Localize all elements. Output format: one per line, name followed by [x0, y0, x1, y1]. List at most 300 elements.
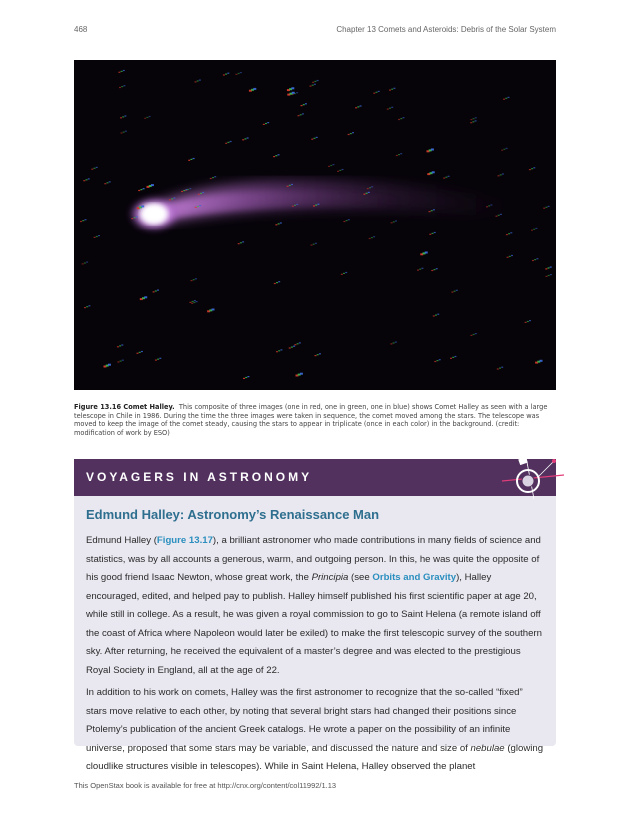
star-streak	[395, 220, 397, 221]
star-streak	[536, 258, 538, 259]
star-streak	[345, 272, 347, 273]
star-streak	[533, 167, 535, 168]
star-streak	[189, 188, 191, 189]
star-streak	[198, 194, 200, 195]
star-streak	[434, 232, 436, 233]
star-streak	[194, 300, 196, 301]
star-streak	[371, 186, 373, 187]
star-streak	[136, 216, 138, 217]
star-streak	[507, 257, 509, 258]
star-streak	[548, 275, 550, 276]
star-streak	[313, 244, 315, 245]
star-streak	[200, 193, 202, 194]
star-streak	[367, 188, 369, 189]
star-streak	[315, 243, 317, 244]
star-streak	[543, 208, 545, 209]
figure-label: Figure 13.16 Comet Halley.	[74, 403, 175, 411]
star-streak	[195, 207, 197, 208]
figure-caption	[74, 403, 556, 437]
star-streak	[508, 233, 510, 234]
star-streak	[96, 236, 98, 237]
star-streak	[144, 296, 147, 298]
text-run: ), a brilliant astronomer who made contributions in many fields of science and statistics, was by all accounts a generous, warm, and outgoing person. In this, he was quite the opposite of his good friend Isaac Newton, whose great work, the	[86, 535, 541, 583]
star-streak	[391, 107, 393, 108]
star-streak	[192, 301, 194, 302]
star-streak	[280, 222, 282, 223]
star-streak	[300, 373, 303, 375]
star-streak	[94, 237, 96, 238]
star-streak	[436, 268, 438, 269]
star-streak	[124, 115, 126, 116]
star-streak	[193, 279, 195, 280]
star-streak	[149, 116, 151, 117]
feature-box-header-label: VOYAGERS IN ASTRONOMY	[86, 470, 313, 484]
star-streak	[373, 236, 375, 237]
star-streak	[454, 356, 456, 357]
star-streak	[403, 117, 405, 118]
star-streak	[503, 99, 505, 100]
star-streak	[80, 221, 82, 222]
star-streak	[247, 137, 249, 138]
star-streak	[267, 122, 269, 123]
text-run: In addition to his work on comets, Halley was the first astronomer to recognize that the so-called “fixed” stars move relative to each other, by noting that several bright stars had changed their positions since Ptolemy’s publication of the ancient Greek catalogs. He wrote a paper on the possibility of an infinite universe, proposed that some stars may be variable, and discussed the nature and size of	[86, 687, 523, 754]
star-streak	[506, 148, 508, 149]
star-streak	[227, 73, 229, 74]
star-streak	[139, 352, 141, 353]
star-streak	[98, 235, 100, 236]
star-streak	[421, 268, 423, 269]
star-streak	[292, 206, 294, 207]
star-streak	[202, 192, 204, 193]
star-streak	[197, 206, 199, 207]
page-number: 468	[74, 25, 88, 34]
star-streak	[475, 120, 477, 121]
star-streak	[348, 219, 350, 220]
star-streak	[302, 113, 304, 114]
star-streak	[546, 276, 548, 277]
star-streak	[525, 322, 527, 323]
star-streak	[505, 98, 507, 99]
star-streak	[159, 358, 161, 359]
star-streak	[146, 117, 148, 118]
star-streak	[195, 81, 197, 82]
star-streak	[88, 305, 90, 306]
star-streak	[199, 205, 201, 206]
star-streak	[305, 103, 307, 104]
star-streak	[122, 116, 124, 117]
star-streak	[545, 207, 547, 208]
star-streak	[450, 358, 452, 359]
star-streak	[531, 230, 533, 231]
star-streak	[119, 87, 121, 88]
star-streak	[138, 190, 140, 191]
star-streak	[328, 166, 330, 167]
star-streak	[393, 88, 395, 89]
star-streak	[244, 138, 246, 139]
star-streak	[510, 232, 512, 233]
star-streak	[448, 176, 450, 177]
star-streak	[242, 241, 244, 242]
star-streak	[357, 106, 359, 107]
star-streak	[433, 315, 435, 316]
star-streak	[121, 86, 123, 87]
star-streak	[297, 343, 299, 344]
star-streak	[548, 206, 550, 207]
paragraph-1	[86, 532, 544, 680]
star-streak	[434, 269, 436, 270]
star-streak	[389, 108, 391, 109]
star-streak	[501, 150, 503, 151]
star-streak	[503, 149, 505, 150]
star-streak	[292, 92, 295, 94]
star-streak	[473, 334, 475, 335]
star-streak	[317, 354, 319, 355]
star-streak	[109, 181, 111, 182]
star-streak	[278, 281, 280, 282]
star-streak	[378, 91, 380, 92]
star-streak	[366, 193, 368, 194]
star-streak	[532, 260, 534, 261]
star-streak	[151, 184, 154, 186]
star-streak	[319, 353, 321, 354]
star-streak	[196, 301, 198, 302]
text-run: ), Halley encouraged, edited, and helped pay to publish. Halley himself published his first scientific paper at age 20, while still in college. As a result, he was given a royal commission to go to Saint Helena (a remote island off the coast of Africa where Napoleon would later be exiled) to make the first telescopic survey of the southern sky. After returning, he received the equivalent of a master’s degree and was elected to the prestigious Royal Society in England, all at the age of 22.	[86, 572, 542, 676]
star-streak	[314, 81, 316, 82]
star-streak	[369, 238, 371, 239]
star-streak	[496, 216, 498, 217]
star-streak	[289, 347, 291, 348]
star-streak	[540, 360, 543, 362]
star-streak	[263, 124, 265, 125]
star-streak	[230, 141, 232, 142]
star-streak	[391, 89, 393, 90]
star-streak	[225, 74, 227, 75]
star-streak	[173, 197, 175, 198]
star-streak	[314, 138, 316, 139]
star-streak	[431, 270, 433, 271]
star-streak	[498, 215, 500, 216]
star-streak	[387, 109, 389, 110]
star-streak	[506, 234, 508, 235]
star-streak	[312, 82, 314, 83]
star-streak	[191, 280, 193, 281]
star-streak	[275, 224, 277, 225]
star-streak	[193, 302, 195, 303]
star-streak	[82, 263, 84, 264]
feature-box-header	[74, 459, 556, 496]
star-streak	[278, 154, 280, 155]
star-streak	[443, 178, 445, 179]
star-streak	[499, 368, 501, 369]
star-streak	[193, 158, 195, 159]
star-streak	[396, 155, 398, 156]
star-streak	[190, 159, 192, 160]
star-streak	[238, 73, 240, 74]
star-streak	[393, 221, 395, 222]
star-streak	[86, 306, 88, 307]
star-streak	[432, 233, 434, 234]
star-streak	[265, 123, 267, 124]
star-streak	[143, 188, 145, 189]
star-streak	[475, 333, 477, 334]
star-streak	[107, 182, 109, 183]
star-streak	[141, 351, 143, 352]
star-streak	[280, 349, 282, 350]
figure-caption-text: This composite of three images (one in red, one in green, one in blue) shows Comet Halley as seen with a large telescope in Chile in 1986. During the time the three images were taken in sequence, the comet moved among the stars. The telescope was moved to keep the image of the comet steady, causing the stars to appear in triplicate (once in each color) in the background. (credit: modification of work by ESO)	[74, 403, 548, 437]
star-streak	[350, 133, 352, 134]
principia-italic: Principia	[311, 572, 349, 583]
star-streak	[235, 74, 237, 75]
star-streak	[82, 220, 84, 221]
star-streak	[108, 364, 111, 366]
star-streak	[316, 137, 318, 138]
star-streak	[86, 179, 88, 180]
star-streak	[391, 222, 393, 223]
star-streak	[398, 154, 400, 155]
star-streak	[341, 274, 343, 275]
star-streak	[287, 186, 289, 187]
star-streak	[121, 71, 123, 72]
star-streak	[120, 117, 122, 118]
star-streak	[454, 291, 456, 292]
star-streak	[273, 156, 275, 157]
star-streak	[310, 86, 312, 87]
star-streak	[342, 169, 344, 170]
star-streak	[195, 278, 197, 279]
star-streak	[227, 142, 229, 143]
star-streak	[225, 143, 227, 144]
star-streak	[311, 139, 313, 140]
feature-box-title: Edmund Halley: Astronomy’s Renaissance Man	[86, 507, 380, 522]
star-streak	[437, 360, 439, 361]
star-streak	[533, 229, 535, 230]
star-streak	[509, 256, 511, 257]
star-streak	[86, 262, 88, 263]
figure-13-17-link[interactable]: Figure 13.17	[156, 535, 213, 546]
comet-halley-photo	[74, 60, 556, 390]
star-streak	[153, 291, 155, 292]
star-streak	[197, 80, 199, 81]
paragraph-2	[86, 684, 544, 777]
star-streak	[301, 105, 303, 106]
star-streak	[451, 292, 453, 293]
star-streak	[395, 342, 397, 343]
star-streak	[535, 228, 537, 229]
star-streak	[332, 164, 334, 165]
voyager-spacecraft-icon	[498, 451, 568, 503]
star-streak	[289, 185, 291, 186]
star-streak	[117, 346, 119, 347]
star-streak	[312, 85, 314, 86]
star-streak	[245, 377, 247, 378]
star-streak	[511, 255, 513, 256]
star-streak	[475, 117, 477, 118]
star-streak	[502, 173, 504, 174]
star-streak	[545, 268, 547, 269]
star-streak	[498, 175, 500, 176]
star-streak	[470, 119, 472, 120]
star-streak	[276, 351, 278, 352]
star-streak	[500, 174, 502, 175]
star-streak	[123, 85, 125, 86]
star-streak	[169, 199, 171, 200]
star-streak	[439, 359, 441, 360]
star-streak	[275, 155, 277, 156]
star-streak	[317, 204, 319, 205]
star-streak	[84, 307, 86, 308]
star-streak	[500, 214, 502, 215]
star-streak	[550, 267, 552, 268]
star-streak	[134, 217, 136, 218]
star-streak	[346, 220, 348, 221]
star-streak	[141, 205, 144, 207]
star-streak	[534, 259, 536, 260]
star-streak	[91, 169, 93, 170]
star-streak	[343, 221, 345, 222]
star-streak	[253, 88, 256, 90]
star-streak	[121, 344, 123, 345]
star-streak	[137, 353, 139, 354]
feature-box-body	[86, 532, 544, 781]
text-run: Edmund Halley (	[86, 535, 157, 546]
star-streak	[212, 177, 214, 178]
star-streak	[278, 350, 280, 351]
star-streak	[122, 360, 124, 361]
star-streak	[185, 190, 187, 191]
text-run: (glowing cloudlike structures visible in telescopes). While in Saint Helena, Halley observed the planet	[86, 742, 544, 772]
star-streak	[140, 189, 142, 190]
star-streak	[429, 211, 431, 212]
star-streak	[473, 118, 475, 119]
star-streak	[508, 97, 510, 98]
star-streak	[390, 343, 392, 344]
star-streak	[393, 342, 395, 343]
star-streak	[296, 204, 298, 205]
star-streak	[470, 335, 472, 336]
star-streak	[296, 92, 298, 93]
nebulae-italic: nebulae	[470, 742, 505, 754]
star-streak	[371, 237, 373, 238]
star-streak	[527, 321, 529, 322]
star-streak	[189, 302, 191, 303]
star-streak	[355, 107, 357, 108]
star-streak	[240, 242, 242, 243]
star-streak	[119, 345, 121, 346]
star-streak	[311, 245, 313, 246]
star-streak	[398, 119, 400, 120]
star-streak	[294, 205, 296, 206]
star-streak	[238, 243, 240, 244]
star-streak	[400, 118, 402, 119]
star-streak	[214, 176, 216, 177]
star-streak	[104, 183, 106, 184]
star-streak	[435, 315, 437, 316]
star-streak	[429, 234, 431, 235]
star-streak	[181, 191, 183, 192]
star-streak	[191, 303, 193, 304]
star-streak	[419, 269, 421, 270]
star-streak	[240, 72, 242, 73]
star-streak	[486, 206, 488, 207]
star-streak	[199, 80, 201, 81]
star-streak	[188, 160, 190, 161]
star-streak	[291, 87, 294, 89]
star-streak	[529, 169, 531, 170]
star-streak	[389, 90, 391, 91]
star-streak	[171, 198, 173, 199]
star-streak	[548, 267, 550, 268]
star-streak	[123, 132, 125, 133]
star-streak	[83, 180, 85, 181]
star-streak	[299, 342, 301, 343]
star-streak	[120, 361, 122, 362]
star-streak	[317, 80, 319, 81]
page-footer: This OpenStax book is available for free at http://cnx.org/content/col11992/1.13	[74, 781, 337, 790]
star-streak	[85, 219, 87, 220]
star-streak	[274, 283, 276, 284]
star-streak	[529, 320, 531, 321]
star-streak	[488, 205, 490, 206]
star-streak	[417, 270, 419, 271]
chapter-running-head: Chapter 13 Comets and Asteroids: Debris of the Solar System	[336, 25, 556, 34]
star-streak	[432, 171, 435, 173]
orbits-and-gravity-link[interactable]: Orbits and Gravity	[372, 572, 457, 583]
voyagers-feature-box	[74, 459, 556, 772]
star-streak	[431, 210, 433, 211]
star-streak	[121, 132, 123, 133]
star-streak	[348, 134, 350, 135]
star-streak	[96, 167, 98, 168]
star-streak	[368, 192, 370, 193]
star-streak	[212, 309, 215, 311]
star-streak	[373, 93, 375, 94]
star-streak	[400, 153, 402, 154]
star-streak	[94, 168, 96, 169]
star-streak	[550, 274, 552, 275]
star-streak	[123, 70, 125, 71]
star-streak	[497, 368, 499, 369]
star-streak	[157, 290, 159, 291]
star-streak	[303, 104, 305, 105]
star-streak	[470, 122, 472, 123]
star-streak	[293, 346, 295, 347]
star-streak	[456, 290, 458, 291]
star-streak	[117, 361, 119, 362]
star-streak	[144, 118, 146, 119]
star-streak	[223, 74, 225, 75]
star-streak	[187, 189, 189, 190]
star-streak	[300, 114, 302, 115]
star-streak	[531, 168, 533, 169]
star-streak	[437, 314, 439, 315]
star-streak	[490, 204, 492, 205]
star-streak	[369, 187, 371, 188]
star-streak	[337, 171, 339, 172]
star-streak	[291, 184, 293, 185]
star-streak	[501, 367, 503, 368]
star-streak	[276, 282, 278, 283]
star-streak	[360, 105, 362, 106]
star-streak	[88, 178, 90, 179]
star-streak	[433, 209, 435, 210]
star-streak	[445, 177, 447, 178]
star-streak	[118, 72, 120, 73]
star-streak	[315, 355, 317, 356]
star-streak	[339, 170, 341, 171]
star-streak	[294, 344, 296, 345]
star-streak	[242, 139, 244, 140]
text-run: (see	[348, 572, 373, 583]
